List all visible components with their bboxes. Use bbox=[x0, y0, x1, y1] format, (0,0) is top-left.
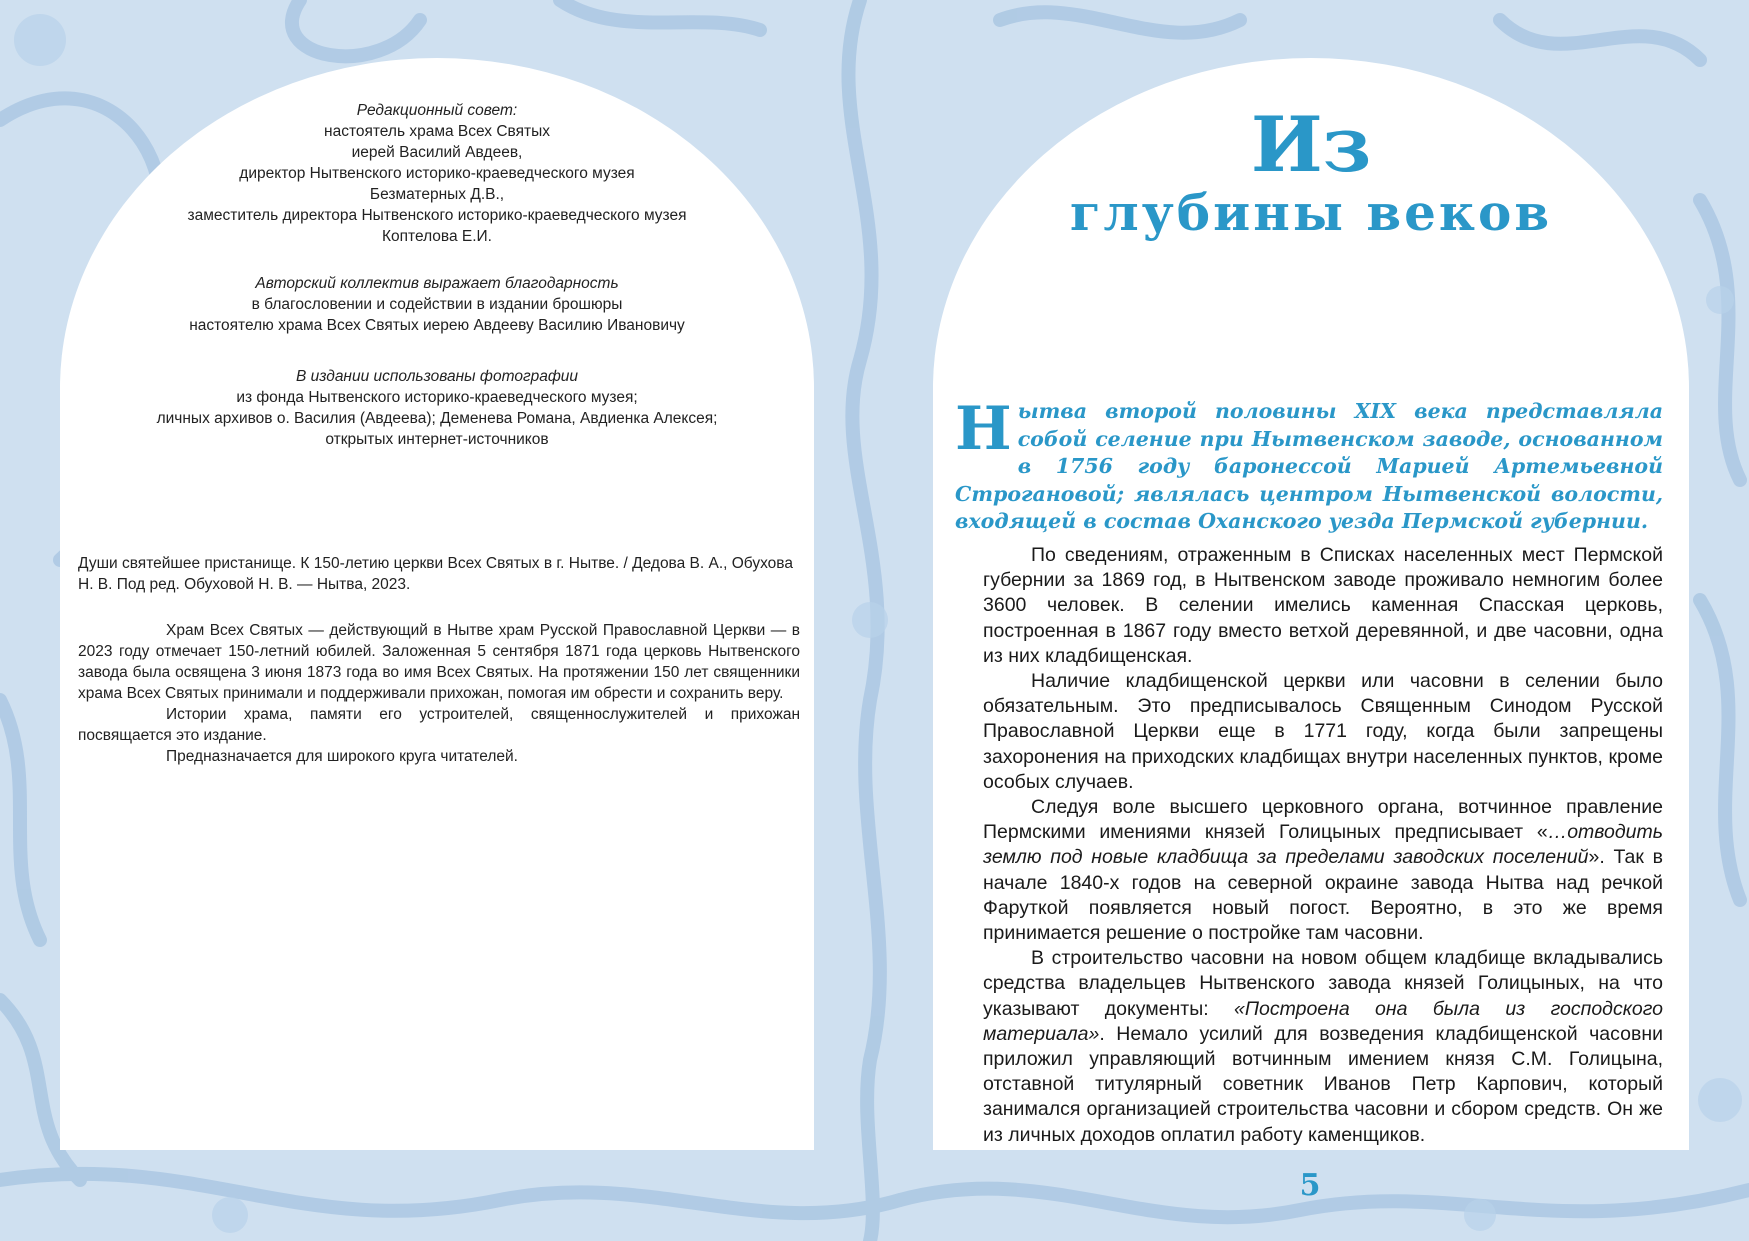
page-number: 5 bbox=[1299, 1168, 1321, 1203]
credits-line: из фонда Нытвенского историко-краеведческого музея; bbox=[236, 389, 638, 406]
credits-line: настоятель храма Всех Святых bbox=[324, 123, 550, 140]
acknowledgement-credits bbox=[60, 273, 814, 336]
bibliographic-record: Души святейшее пристанище. К 150-летию церкви Всех Святых в г. Нытве. / Дедова В. А., Обухова Н. В. Под ред. Обуховой Н. В. — Нытва, 2023. bbox=[78, 555, 793, 593]
credits-line: открытых интернет-источников bbox=[325, 431, 549, 448]
body-text bbox=[983, 543, 1663, 1150]
body-paragraph: Наличие кладбищенской церкви или часовни в селении было обязательным. Это предписывалось Священным Синодом Русской Православной Церкви еще в 1771 году, когда были запрещены захоронения на приходских кладбищах внутри населенных пунктов, кроме особых случаев. bbox=[983, 670, 1663, 793]
lead-paragraph bbox=[955, 394, 1663, 536]
annotation-paragraph: Предназначается для широкого круга читателей. bbox=[166, 748, 518, 765]
credits-line: в благословении и содействии в издании брошюры bbox=[251, 296, 623, 313]
credits-line: директор Нытвенского историко-краеведческого музея bbox=[239, 165, 635, 182]
credits-line: Безматерных Д.В., bbox=[369, 186, 505, 203]
chapter-title-line1: Из bbox=[1250, 100, 1372, 189]
body-paragraph: В строительство часовни на новом общем кладбище вкладывались средства владельцев Нытвенского завода князей Голицыных, на что указывают документы: «Построена она была из господского материала». Немало усилий для возведения кладбищенской часовни приложил управляющий вотчинным имением князя С.М. Голицына, отставной титулярный советник Иванов Петр Карпович, который занимался организацией строительства часовни и сбором средств. Он же из личных доходов оплатил работу каменщиков. bbox=[983, 947, 1663, 1146]
body-paragraph: Следуя воле высшего церковного органа, вотчинное правление Пермскими имениями князей Голицыных предписывает «…отводить землю под новые кладбища за пределами заводских поселений». Так в начале 1840-х годов на северной окраине завода Нытва над речкой Фаруткой появляется новый погост. Вероятно, в это же время принимается решение о постройке там часовни. bbox=[983, 796, 1663, 945]
annotation-paragraph: Истории храма, памяти его устроителей, священнослужителей и прихожан посвящается это издание. bbox=[78, 706, 800, 744]
credits-line: иерей Василий Авдеев, bbox=[351, 144, 523, 161]
credits-line: заместитель директора Нытвенского историко-краеведческого музея bbox=[187, 207, 687, 224]
credits-line: Коптелова Е.И. bbox=[382, 228, 492, 245]
credits-line: личных архивов о. Василия (Авдеева); Деменева Романа, Авдиенка Алексея; bbox=[156, 410, 718, 427]
editorial-board-credits bbox=[60, 100, 814, 247]
body-paragraph: По сведениям, отраженным в Списках населенных мест Пермской губернии за 1869 год, в Нытвенском заводе проживало немногим более 3600 человек. В селении имелись каменная Спасская церковь, построенная в 1867 году вместо ветхой деревянной, и две часовни, одна из них кладбищенская. bbox=[983, 544, 1663, 667]
credits-heading: Редакционный совет: bbox=[356, 102, 518, 119]
quotation: «Построена она была из господского материала» bbox=[983, 997, 1663, 1045]
chapter-title-line2: глубины веков bbox=[1069, 183, 1553, 242]
photo-credits bbox=[60, 366, 814, 450]
drop-cap: Н bbox=[955, 394, 1012, 464]
body-paragraph bbox=[983, 1148, 1663, 1150]
left-page-panel bbox=[60, 58, 814, 1150]
annotation-paragraph: Храм Всех Святых — действующий в Нытве храм Русской Православной Церкви — в 2023 году отмечает 150-летний юбилей. Заложенная 5 сентября 1871 года церковь Нытвенского завода была освящена 3 июня 1873 года во имя Всех Святых. На протяжении 150 лет священники храма Всех Святых принимали и поддерживали прихожан, помогая им обрести и сохранить веру. bbox=[78, 622, 800, 702]
annotation bbox=[78, 620, 800, 767]
lead-text: ытва второй половины XIX века представляла собой селение при Нытвенском заводе, основанном в 1756 году баронессой Марией Артемьевной Строгановой; являлась центром Нытвенской волости, входящей в состав Оханского уезда Пермской губернии. bbox=[955, 399, 1663, 533]
credits-line: настоятелю храма Всех Святых иерею Авдееву Василию Ивановичу bbox=[189, 317, 685, 334]
quotation: …отводить землю под новые кладбища за пределами заводских поселений bbox=[983, 821, 1663, 869]
credits-heading: В издании использованы фотографии bbox=[295, 368, 579, 385]
right-page-panel bbox=[933, 58, 1689, 1150]
credits-heading: Авторский коллектив выражает благодарность bbox=[255, 275, 619, 292]
